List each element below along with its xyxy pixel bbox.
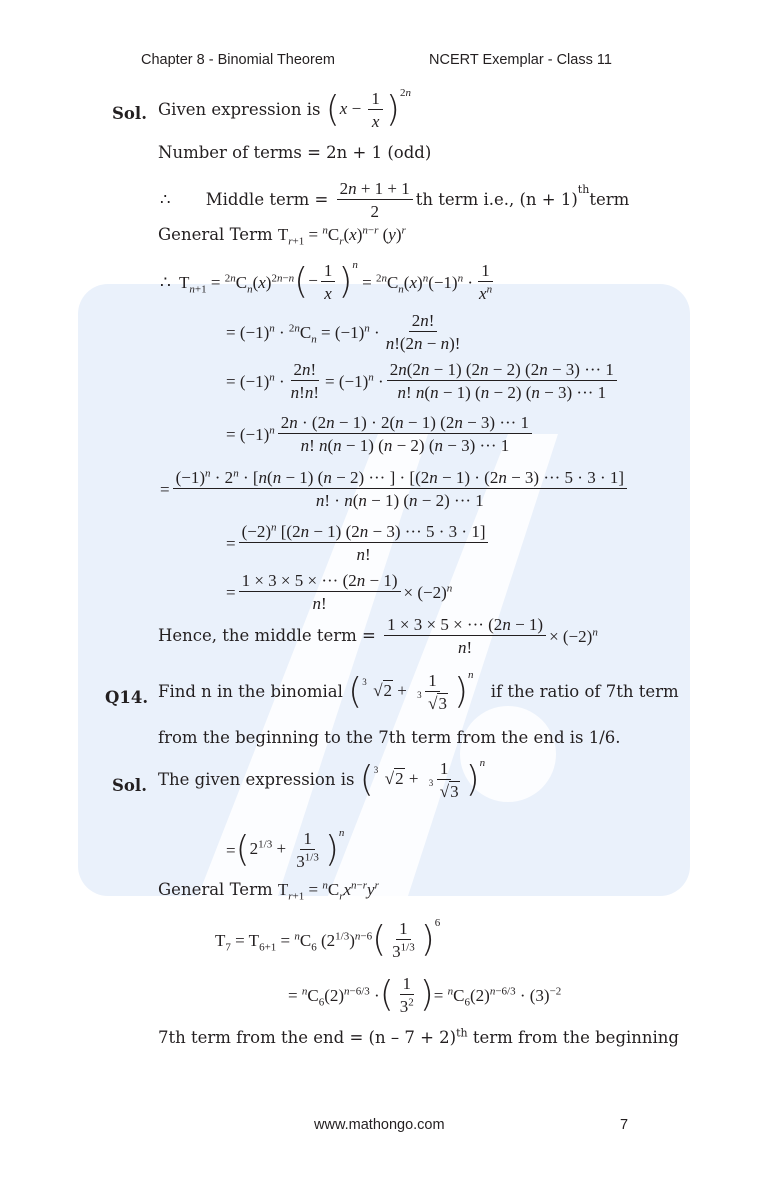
- term-word: term: [589, 189, 630, 209]
- sol-label: Sol.: [112, 104, 147, 123]
- q14-text-3: from the beginning to the 7th term from the end is 1/6.: [158, 728, 621, 747]
- step-5: = $\frac{(-2)^n [(2n - 1) (2n - 3) \cdot\cdot\cdot 5 \cdot 3 \cdot 1]}{n!}$: [226, 523, 491, 563]
- given-expression-formula: (x − $\frac{1}{x}$ )$^{2n}$: [325, 86, 411, 131]
- q14-binomial: ( 3 √2 + 1 3 √3 )$^n$: [348, 668, 474, 713]
- general-term-line: [158, 224, 406, 248]
- last-line-text: 7th term from the end = (n – 7 + 2): [158, 1028, 457, 1047]
- t7-simplified: = $^nC_6(2)^{n-6/3}$ ·( $\frac{1}{3^2}$ )= $^nC_6(2)^{n-6/3} \cdot (3)^{-2}$: [288, 974, 562, 1016]
- given-expression-text-2: The given expression is: [158, 769, 355, 789]
- step-2: = $(-1)^n$ · $\frac{2n!}{n!n!}$ = $(-1)^n$ · $\frac{2n(2n - 1) (2n - 2) (2n - 3) \cdot\cdot\cdot 1}{n! n(n - 1) (n - 2) (n - 3) \cdot\cdot\cdot 1}$: [226, 361, 620, 401]
- footer-page-number: 7: [620, 1117, 629, 1133]
- general-term-text-2: General Term: [158, 880, 273, 899]
- t7-line: $T_7 = T_{6+1} = ^nC_6$ $(2^{1/3})^{n-6}$( $\frac{1}{3^{1/3}}$ )$^6$: [215, 916, 441, 961]
- given-expression-formula-2: ( 3 √2 + 1 3 √3 )$^n$: [359, 756, 486, 801]
- last-line: [158, 1026, 679, 1047]
- step-power-form: $=(2^{1/3}$ + $\frac{1}{3^{1/3}}$ )$^n$: [226, 826, 345, 871]
- given-expression-text: Given expression is: [158, 99, 321, 119]
- middle-term-fraction: $\frac{2n + 1 + 1}{2}$: [337, 180, 413, 220]
- step-3: = $(-1)^n$ $\frac{2n \cdot (2n - 1) \cdot 2(n - 1) (2n - 3) \cdot\cdot\cdot 1}{n! n(n - 1) (n - 2) (n - 3) \cdot\cdot\cdot 1}$: [226, 414, 535, 454]
- given-expression-line-2: [158, 756, 486, 801]
- general-term-formula: $T_{r+1} = ^nC_r(x)^{n-r}$ $(y)^r$: [277, 224, 406, 248]
- q14-text-1: Find n in the binomial: [158, 681, 343, 701]
- sol2-label: Sol.: [112, 776, 147, 795]
- q14-line-1: [158, 668, 679, 713]
- number-of-terms: Number of terms = 2n + 1 (odd): [158, 143, 432, 162]
- t-n-plus-1-line: ∴ $T_{n+1} = ^{2n}C_n(x)^{2n-n}(-$ $\frac{1}{x}$ )$^n = ^{2n}C_n(x)^n(-1)^n$ · $\frac{1}{x^n}$: [160, 258, 493, 303]
- general-term-text: General Term: [158, 225, 273, 244]
- hence-line: Hence, the middle term = $\frac{1 \times 3 \times 5 \times \cdot\cdot\cdot (2n - 1)}{n!}$ × $(-2)^n$: [158, 615, 598, 657]
- middle-term-line: ∴ Middle term = $\frac{2n + 1 + 1}{2}$ th term i.e., $(n + 1)^{th}term$: [160, 179, 630, 221]
- middle-term-text: Middle term =: [205, 189, 329, 209]
- step-1: = $(-1)^n \cdot ^{2n}C_n = (-1)^n$ · $\frac{2n!}{n!(2n - n)!}$: [226, 311, 461, 353]
- step-4: = $(-1)^n \cdot 2^n \cdot [n(n - 1) (n - 2)$ ··· ] · [(2n − 1) · (2n − 3) ··· 5 · 3 · 1] n! · n(n − 1) (n − 2) ··· 1: [160, 469, 630, 509]
- step-6: = $\frac{1 \times 3 \times 5 \times \cdot\cdot\cdot (2n - 1)}{n!}$ × $(-2)^n$: [226, 571, 453, 613]
- given-expression-line: [158, 86, 411, 131]
- header-book: NCERT Exemplar - Class 11: [429, 52, 612, 68]
- last-line-th: th: [456, 1026, 468, 1040]
- q14-text-2: if the ratio of 7th term: [490, 681, 679, 701]
- hence-text: Hence, the middle term =: [158, 625, 376, 645]
- general-term-line-2: [158, 879, 379, 903]
- middle-term-ie: th term i.e., (n + 1): [415, 189, 578, 209]
- header-chapter: Chapter 8 - Binomial Theorem: [141, 52, 335, 68]
- therefore-symbol: ∴: [160, 189, 171, 209]
- footer-website: www.mathongo.com: [314, 1117, 445, 1133]
- general-term-formula-2: $T_{r+1} = ^nC_rx^{n-r}y^r$: [277, 879, 379, 903]
- last-line-end: term from the beginning: [467, 1028, 679, 1047]
- q14-label: Q14.: [105, 688, 149, 707]
